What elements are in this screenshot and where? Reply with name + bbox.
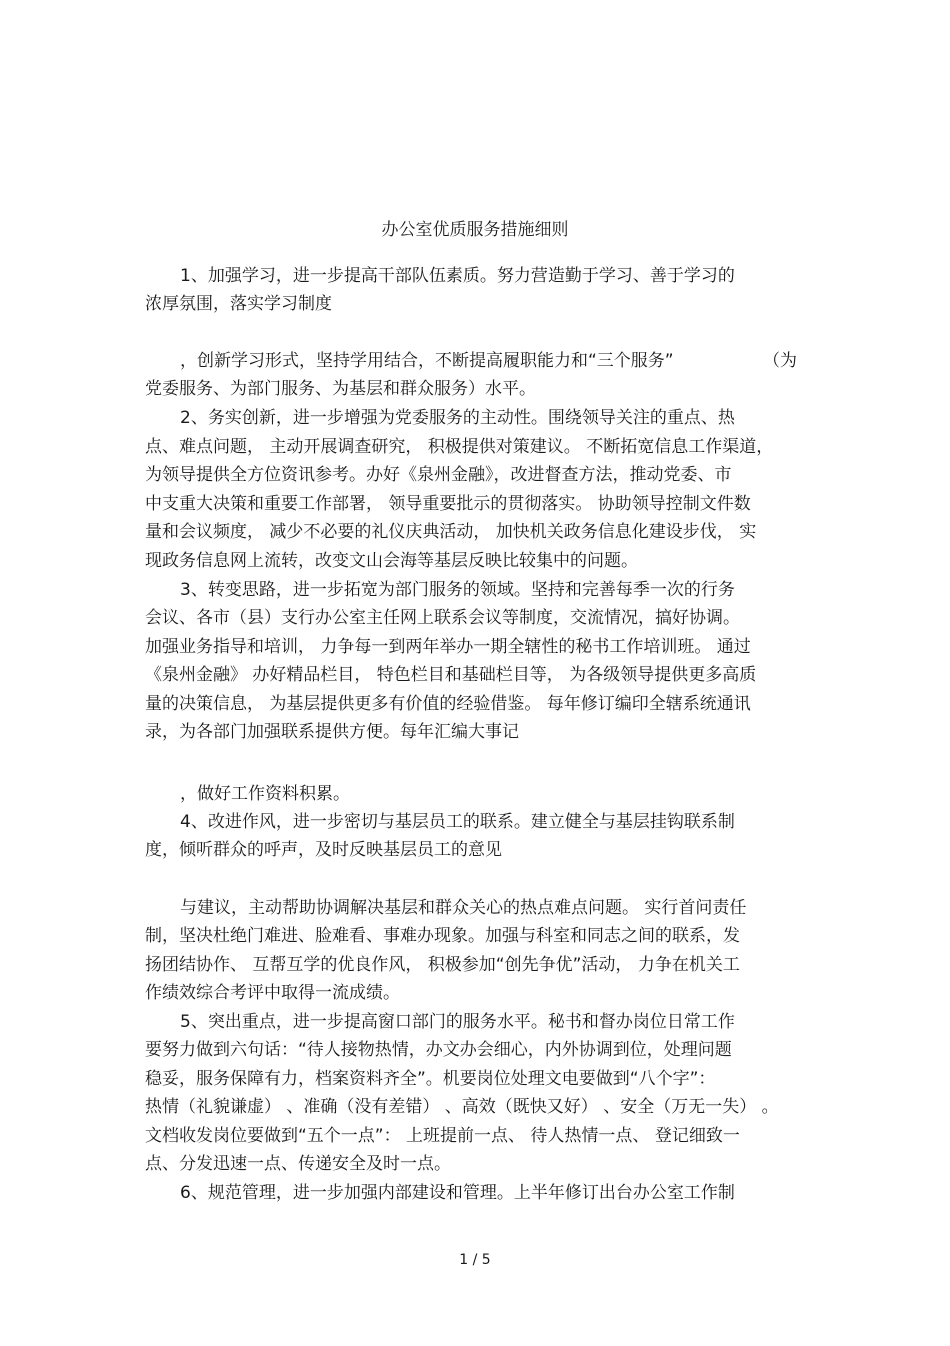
text-line: 会议、各市（县）支行办公室主任网上联系会议等制度，交流情况，搞好协调。 (145, 608, 740, 628)
text-line: 点、分发迅速一点、传递安全及时一点。 (145, 1154, 451, 1174)
text-line: ，做好工作资料积累。 (180, 784, 350, 804)
text-line: （为 (763, 351, 797, 371)
text-line: 热情（礼貌谦虚） 、准确（没有差错） 、高效（既快又好） 、安全（万无一失） 。 (145, 1097, 779, 1117)
text-line: 5、突出重点，进一步提高窗口部门的服务水平。秘书和督办岗位日常工作 (180, 1012, 735, 1032)
text-line: 1、加强学习，进一步提高干部队伍素质。努力营造勤于学习、善于学习的 (180, 266, 735, 286)
text-line: 《泉州金融》 办好精品栏目， 特色栏目和基础栏目等， 为各级领导提供更多高质 (145, 665, 757, 685)
text-line: 为领导提供全方位资讯参考。办好《泉州金融》，改进督查方法，推动党委、市 (145, 465, 732, 485)
text-line: 作绩效综合考评中取得一流成绩。 (145, 983, 400, 1003)
page-number: 1 / 5 (459, 1252, 491, 1268)
text-line: 2、务实创新，进一步增强为党委服务的主动性。围绕领导关注的重点、热 (180, 408, 735, 428)
text-line: 与建议，主动帮助协调解决基层和群众关心的热点难点问题。 实行首问责任 (180, 898, 747, 918)
text-line: 4、改进作风，进一步密切与基层员工的联系。建立健全与基层挂钩联系制 (180, 812, 735, 832)
text-line: 稳妥，服务保障有力，档案资料齐全”。机要岗位处理文电要做到“八个字”： (145, 1069, 716, 1089)
text-line: 6、规范管理，进一步加强内部建设和管理。上半年修订出台办公室工作制 (180, 1183, 735, 1203)
text-line: 党委服务、为部门服务、为基层和群众服务）水平。 (145, 379, 536, 399)
text-line: 加强业务指导和培训， 力争每一到两年举办一期全辖性的秘书工作培训班。 通过 (145, 637, 751, 657)
text-line: 要努力做到六句话：“待人接物热情，办文办会细心，内外协调到位，处理问题 (145, 1040, 732, 1060)
text-line: 度，倾听群众的呼声，及时反映基层员工的意见 (145, 840, 502, 860)
text-line: 录，为各部门加强联系提供方便。每年汇编大事记 (145, 722, 519, 742)
text-line: 扬团结协作、 互帮互学的优良作风， 积极参加“创先争优”活动， 力争在机关工 (145, 955, 740, 975)
text-line: 量的决策信息， 为基层提供更多有价值的经验借鉴。 每年修订编印全辖系统通讯 (145, 694, 751, 714)
text-line: 点、难点问题， 主动开展调查研究， 积极提供对策建议。 不断拓宽信息工作渠道， (145, 437, 774, 457)
text-line: 浓厚氛围，落实学习制度 (145, 294, 332, 314)
text-line: 制，坚决杜绝门难进、脸难看、事难办现象。加强与科室和同志之间的联系，发 (145, 926, 740, 946)
text-line: ，创新学习形式，坚持学用结合，不断提高履职能力和“三个服务” (180, 351, 674, 371)
text-line: 3、转变思路，进一步拓宽为部门服务的领域。坚持和完善每季一次的行务 (180, 580, 735, 600)
text-line: 文档收发岗位要做到“五个一点”： 上班提前一点、 待人热情一点、 登记细致一 (145, 1126, 740, 1146)
text-line: 量和会议频度， 减少不必要的礼仪庆典活动， 加快机关政务信息化建设步伐， 实 (145, 522, 757, 542)
document-title: 办公室优质服务措施细则 (381, 220, 569, 240)
text-line: 现政务信息网上流转，改变文山会海等基层反映比较集中的问题。 (145, 551, 638, 571)
text-line: 中支重大决策和重要工作部署， 领导重要批示的贯彻落实。 协助领导控制文件数 (145, 494, 751, 514)
